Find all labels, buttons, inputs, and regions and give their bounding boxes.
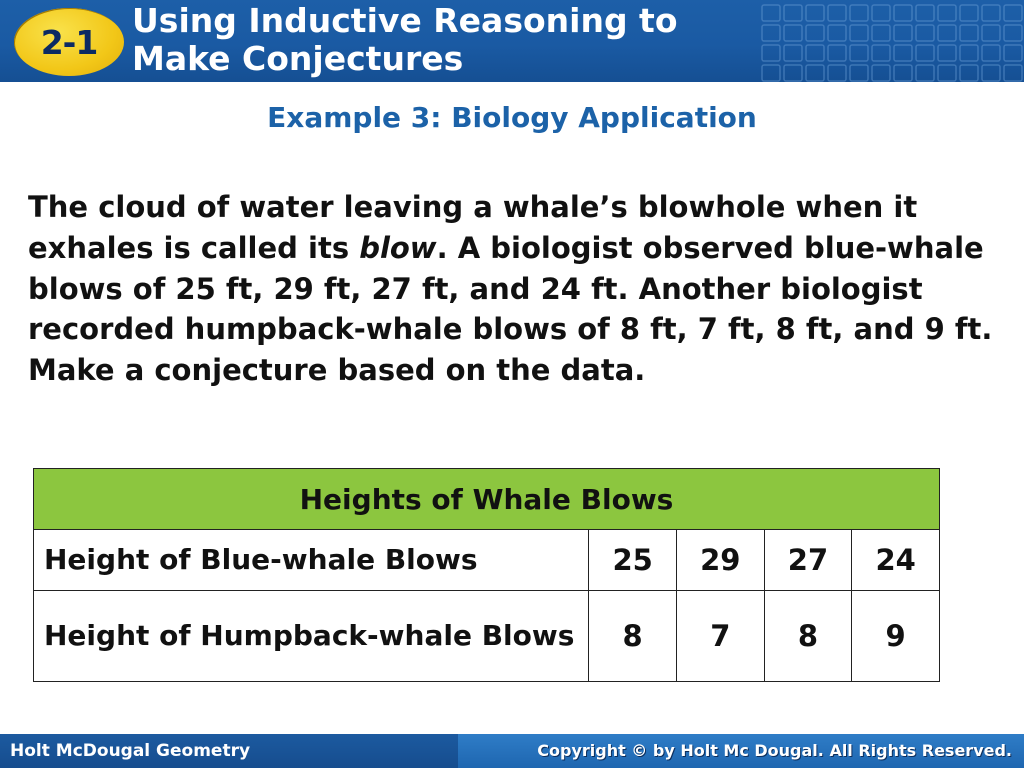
table-cell: 8 <box>589 591 677 682</box>
example-title: Example 3: Biology Application <box>267 101 757 134</box>
slide-footer <box>0 734 1024 768</box>
row-label-humpback-whale: Height of Humpback-whale Blows <box>34 591 589 682</box>
problem-text-before: The cloud of water leaving a whale’s blowhole when it exhales is called its <box>28 190 918 265</box>
table-row <box>34 530 940 591</box>
table-title: Heights of Whale Blows <box>34 469 940 530</box>
problem-text-after: . A biologist observed blue-whale blows of 25 ft, 29 ft, 27 ft, and 24 ft. Another biologist recorded humpback-whale blows of 8 ft, 7 ft, 8 ft, and 9 ft. Make a conjecture based on the data. <box>28 230 993 388</box>
table-cell: 27 <box>764 530 852 591</box>
problem-statement <box>28 187 1008 391</box>
table-cell: 25 <box>589 530 677 591</box>
footer-copyright: Copyright © by Holt Mc Dougal. All Rights Reserved. <box>537 741 1012 760</box>
slide-header <box>0 0 1024 82</box>
table-cell: 9 <box>852 591 940 682</box>
lesson-number-badge <box>14 8 124 76</box>
grid-pattern-decoration <box>760 3 1024 82</box>
table-cell: 29 <box>676 530 764 591</box>
table-cell: 8 <box>764 591 852 682</box>
row-label-blue-whale: Height of Blue-whale Blows <box>34 530 589 591</box>
lesson-title-line-1: Using Inductive Reasoning to <box>132 1 678 40</box>
lesson-number: 2-1 <box>40 22 98 62</box>
footer-course-name: Holt McDougal Geometry <box>10 741 251 761</box>
table-cell: 7 <box>676 591 764 682</box>
table-row <box>34 591 940 682</box>
problem-emphasis-term: blow <box>359 230 437 265</box>
lesson-title <box>132 2 678 78</box>
lesson-title-line-2: Make Conjectures <box>132 39 464 78</box>
table-cell: 24 <box>852 530 940 591</box>
table-title-row <box>34 469 940 530</box>
whale-blow-table <box>33 468 940 682</box>
